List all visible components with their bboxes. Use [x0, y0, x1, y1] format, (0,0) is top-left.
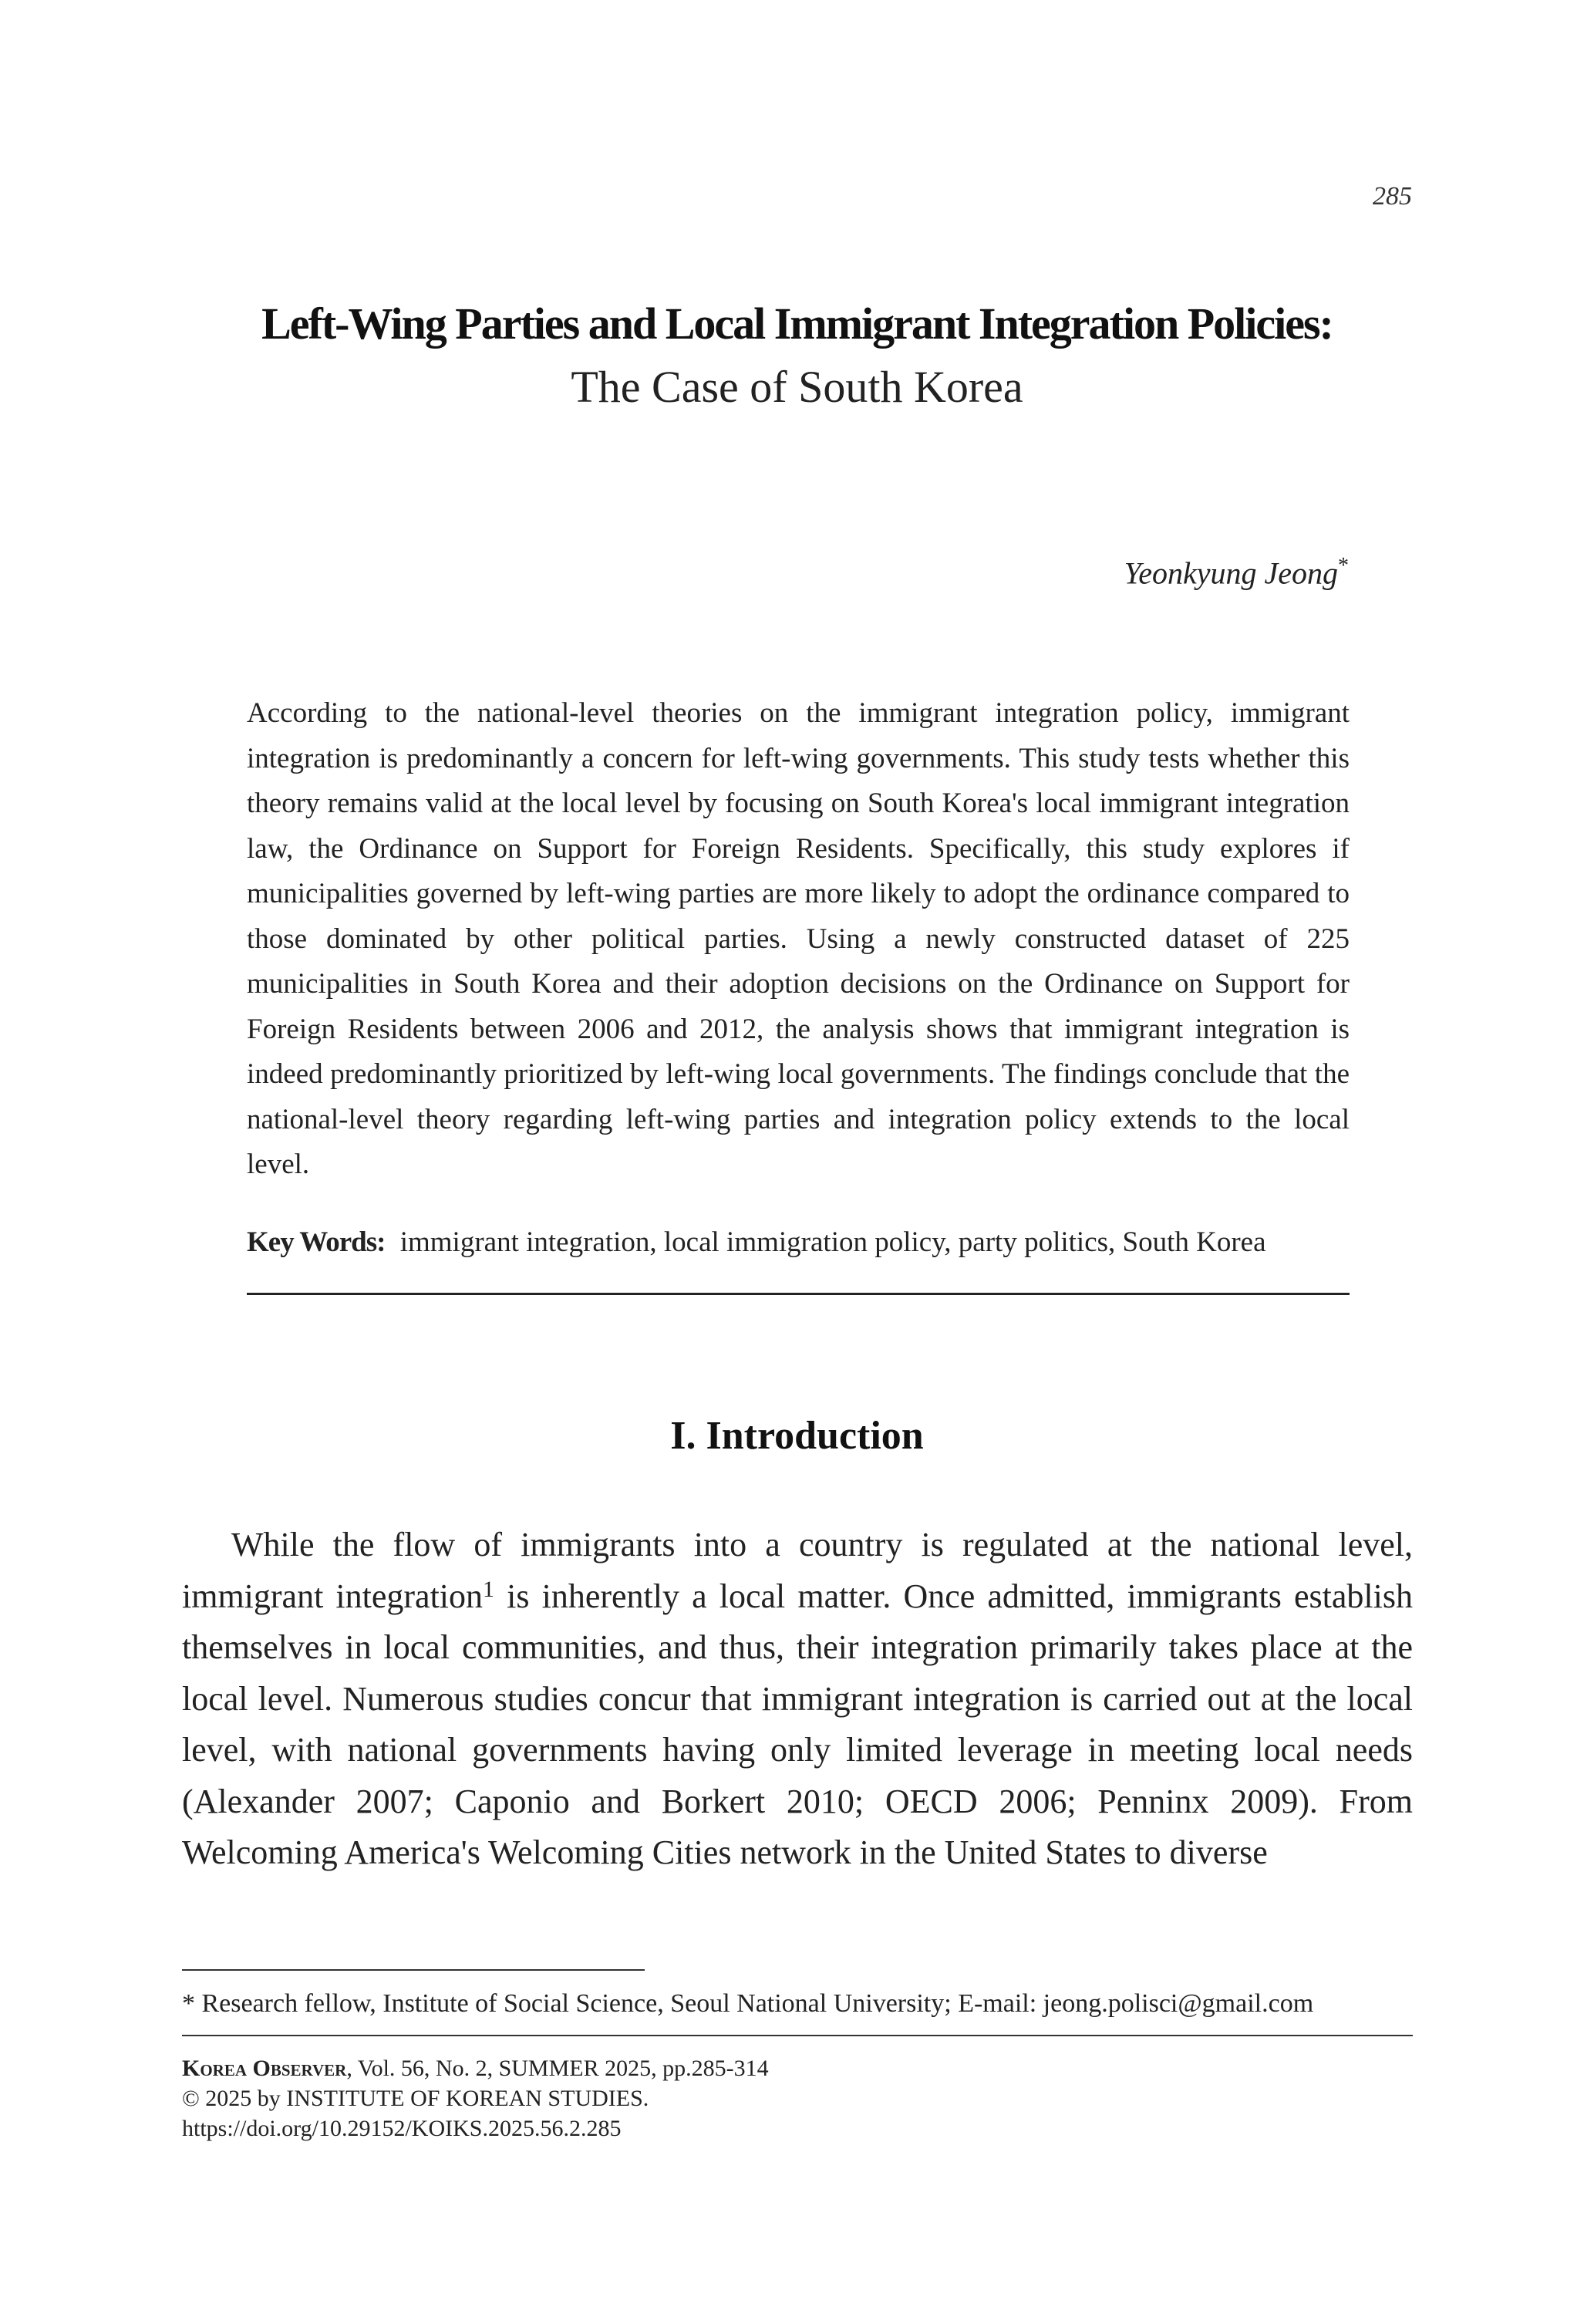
journal-copyright: © 2025 by INSTITUTE OF KOREAN STUDIES. — [182, 2086, 649, 2111]
section-heading: I. Introduction — [670, 1414, 924, 1458]
body-text-rest: is inherently a local matter. Once admitted, immigrants establish themselves in local communities, and thus, their integration primarily takes place at the local level. Numerous studies concur that immigrant integration is carried out at the local level, with national governments having only limited leverage in meeting local needs (Alexander 2007; Caponio and Borkert 2010; OECD 2006; Penninx 2009). From Welcoming America's Welcoming Cities network in the United States to diverse — [182, 1577, 1413, 1871]
body-text-start: While the flow of immigrants into a country is regulated at the national level, immigrant integration — [182, 1526, 1413, 1615]
page-number: 285 — [1373, 182, 1412, 211]
paper-title: Left-Wing Parties and Local Immigrant Integration Policies: — [261, 299, 1333, 349]
keywords-label: Key Words: — [247, 1226, 386, 1258]
keywords — [247, 1223, 1350, 1262]
footnote-reference: 1 — [483, 1576, 495, 1602]
author-line — [1124, 554, 1349, 591]
author-footnote: * Research fellow, Institute of Social Science, Seoul National University; E-mail: jeong.polisci@gmail.com — [182, 1989, 1314, 2018]
paper-subtitle: The Case of South Korea — [571, 362, 1023, 412]
keywords-text: immigrant integration, local immigration policy, party politics, South Korea — [399, 1226, 1266, 1258]
journal-divider — [182, 2035, 1413, 2036]
journal-name: Korea Observer — [182, 2056, 347, 2081]
footnote-divider — [182, 1969, 645, 1971]
author-footnote-marker: * — [1338, 554, 1349, 578]
journal-info — [182, 2053, 1262, 2144]
body-paragraph — [182, 1520, 1413, 1879]
journal-doi: https://doi.org/10.29152/KOIKS.2025.56.2.285 — [182, 2116, 622, 2141]
journal-citation — [182, 2053, 1262, 2083]
abstract: According to the national-level theories on the immigrant integration policy, immigrant integration is predominantly a concern for left-wing governments. This study tests whether this theory remains valid at the local level by focusing on South Korea's local immigrant integration law, the Ordinance on Support for Foreign Residents. Specifically, this study explores if municipalities governed by left-wing parties are more likely to adopt the ordinance compared to those dominated by other political parties. Using a newly constructed dataset of 225 municipalities in South Korea and their adoption decisions on the Ordinance on Support for Foreign Residents between 2006 and 2012, the analysis shows that immigrant integration is indeed predominantly prioritized by left-wing local governments. The findings conclude that the national-level theory regarding left-wing parties and integration policy extends to the local level. — [247, 697, 1350, 1180]
abstract-divider — [247, 1293, 1350, 1295]
journal-details: , Vol. 56, No. 2, SUMMER 2025, pp.285-314 — [346, 2056, 769, 2081]
author-name: Yeonkyung Jeong — [1124, 555, 1338, 591]
